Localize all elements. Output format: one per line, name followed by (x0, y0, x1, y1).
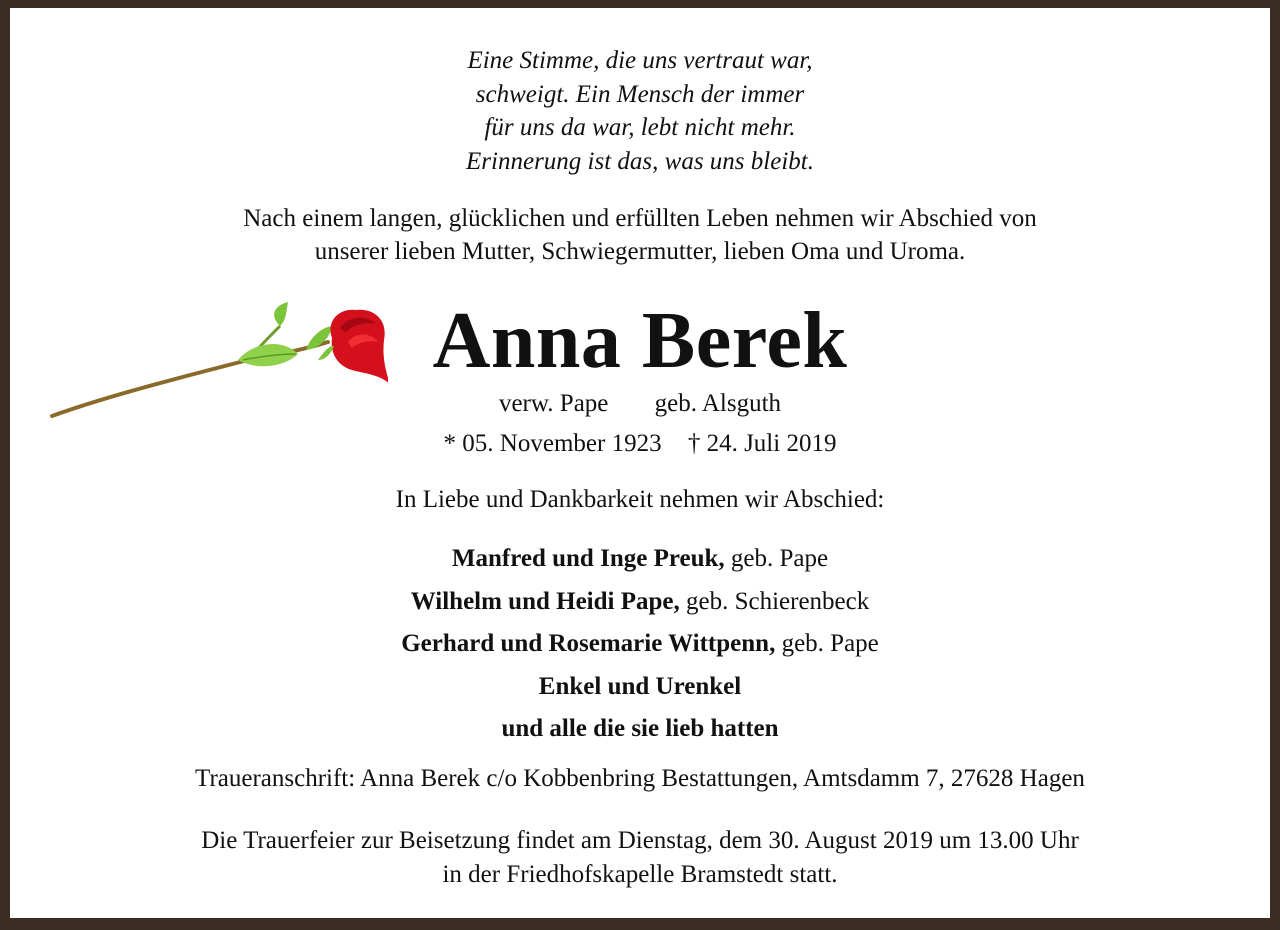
mourner-name: Enkel und Urenkel (538, 672, 742, 700)
intro-line: unserer lieben Mutter, Schwiegermutter, lieben Oma und Uroma. (314, 238, 966, 265)
poem-line: Eine Stimme, die uns vertraut war, (467, 47, 813, 74)
life-dates (10, 426, 1270, 462)
mourner-note: geb. Pape (775, 630, 879, 658)
mourning-address: Traueranschrift: Anna Berek c/o Kobbenbring Bestattungen, Amtsdamm 7, 27628 Hagen (195, 765, 1085, 792)
mourner-name: Manfred und Inge Preuk, (451, 545, 725, 572)
death-date: † 24. Juli 2019 (687, 430, 837, 457)
birth-name: geb. Alsguth (654, 390, 782, 417)
mourner-line (10, 708, 1270, 751)
intro-line: Nach einem langen, glücklichen und erfüllten Leben nehmen wir Abschied von (243, 205, 1037, 232)
mourner-line (10, 538, 1270, 581)
mourner-name: Gerhard und Rosemarie Wittpenn, (401, 630, 776, 658)
mourner-name: Wilhelm und Heidi Pape, (410, 587, 680, 615)
mourner-note: geb. Pape (724, 545, 829, 572)
funeral-info-line: in der Friedhofskapelle Bramstedt statt. (442, 861, 838, 888)
deceased-name: Anna Berek (432, 297, 848, 385)
intro-text (10, 202, 1270, 268)
poem-line: Erinnerung ist das, was uns bleibt. (466, 147, 814, 175)
mourners-intro: In Liebe und Dankbarkeit nehmen wir Abschied: (395, 486, 885, 513)
birth-date: * 05. November 1923 (443, 430, 662, 457)
mourner-line (10, 581, 1270, 624)
widowed-name: verw. Pape (498, 390, 609, 417)
mourner-note: geb. Schierenbeck (679, 587, 870, 615)
poem (10, 44, 1270, 178)
poem-line: schweigt. Ein Mensch der immer (475, 80, 805, 108)
funeral-info (10, 824, 1270, 892)
funeral-info-line: Die Trauerfeier zur Beisetzung findet am Dienstag, dem 30. August 2019 um 13.00 Uhr (201, 827, 1079, 854)
mourner-line (10, 666, 1270, 709)
obituary-card (10, 8, 1270, 918)
mourner-line (10, 623, 1270, 666)
mourner-name: und alle die sie lieb hatten (501, 715, 779, 743)
poem-line: für uns da war, lebt nicht mehr. (484, 114, 796, 141)
name-details (10, 386, 1270, 422)
mourners-list (10, 538, 1270, 751)
